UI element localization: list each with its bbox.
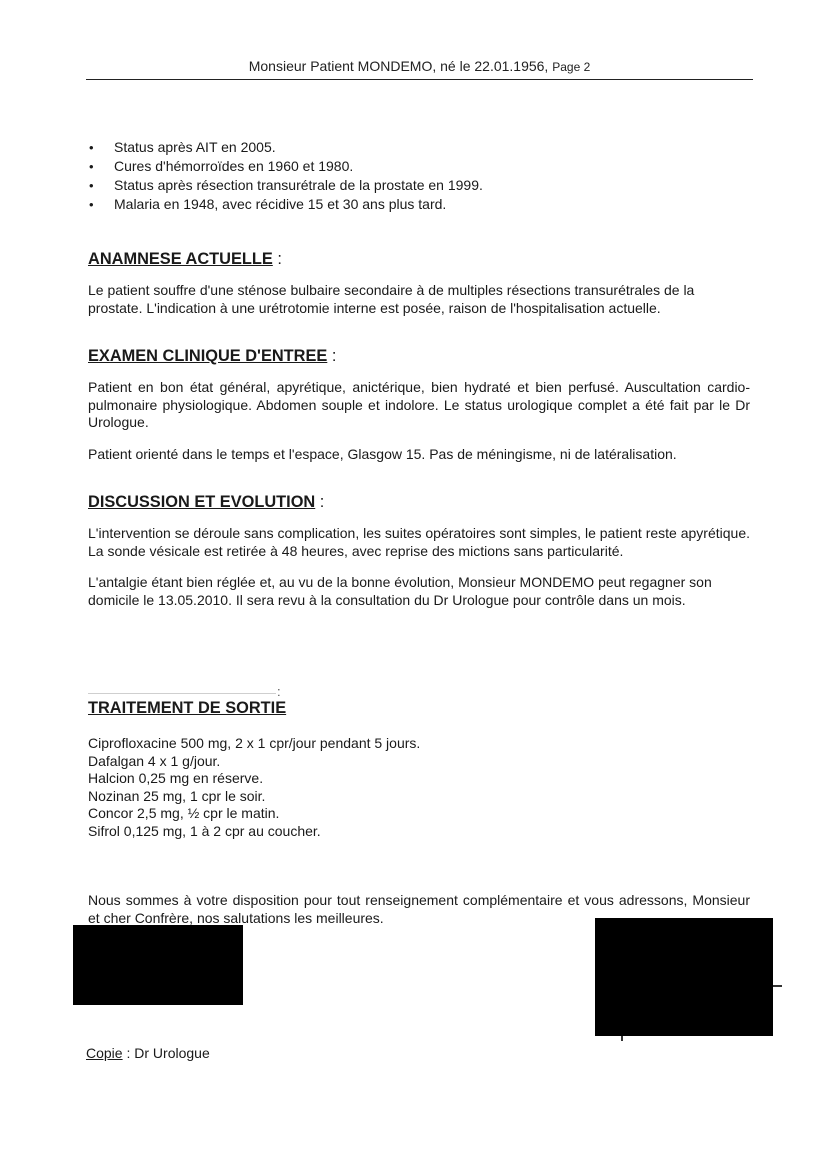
medical-history-list xyxy=(88,138,750,214)
closing-paragraph: Nous sommes à votre disposition pour tout renseignement complémentaire et vous adressons, Monsieur et cher Confrère, nos salutations les meilleures. xyxy=(88,892,750,926)
examen-paragraph-2: Patient orienté dans le temps et l'espace, Glasgow 15. Pas de méningisme, ni de latéralisation. xyxy=(88,445,677,462)
list-item: Halcion 0,25 mg en réserve. xyxy=(88,770,264,787)
discussion-paragraph-2: L'antalgie étant bien réglée et, au vu de la bonne évolution, Monsieur MONDEMO peut regagner son domicile le 13.05.2010. Il sera revu à la consultation du Dr Urologue pour contrôle dans un mois. xyxy=(88,574,712,608)
anamnese-text: Le patient souffre d'une sténose bulbaire secondaire à de multiples résections transurétrales de la prostate. L'indication à une urétrotomie interne est posée, raison de l'hospitalisation actuelle. xyxy=(88,282,695,316)
page-header xyxy=(86,58,753,74)
redacted-signature-left xyxy=(73,925,243,1005)
struck-line xyxy=(88,693,276,694)
discussion-paragraph-1: L'intervention se déroule sans complication, les suites opératoires sont simples, le patient reste apyrétique. La sonde vésicale est retirée à 48 heures, avec reprise des mictions sans particularité. xyxy=(88,525,750,559)
list-item: • Status après AIT en 2005. xyxy=(88,138,750,157)
list-item: • Cures d'hémorroïdes en 1960 et 1980. xyxy=(88,157,750,176)
page-number: Page 2 xyxy=(552,60,591,74)
list-item: • Malaria en 1948, avec récidive 15 et 30 ans plus tard. xyxy=(88,195,750,214)
medication-list xyxy=(88,735,750,841)
section-heading-traitement: TRAITEMENT DE SORTIE xyxy=(88,699,287,717)
header-rule xyxy=(86,79,753,80)
section-heading-examen: EXAMEN CLINIQUE D'ENTREE : xyxy=(88,347,337,365)
copy-label: Copie xyxy=(86,1045,123,1061)
copy-line xyxy=(86,1045,210,1061)
stray-mark xyxy=(621,1036,623,1041)
list-item: Concor 2,5 mg, ½ cpr le matin. xyxy=(88,805,280,822)
list-item: Dafalgan 4 x 1 g/jour. xyxy=(88,752,221,769)
redacted-signature-right xyxy=(595,918,773,1036)
examen-paragraph-1: Patient en bon état général, apyrétique, anictérique, bien hydraté et bien perfusé. Auscultation cardio-pulmonaire physiologique. Abdomen souple et indolore. Le status urologique complet a été fait par le Dr Urologue. xyxy=(88,379,750,430)
copy-recipient: : Dr Urologue xyxy=(122,1045,210,1061)
letter-body xyxy=(88,138,750,609)
list-item: Ciprofloxacine 500 mg, 2 x 1 cpr/jour pendant 5 jours. xyxy=(88,735,421,751)
list-item: Sifrol 0,125 mg, 1 à 2 cpr au coucher. xyxy=(88,822,321,839)
stray-mark xyxy=(773,985,782,987)
traitement-section xyxy=(88,699,750,841)
header-text: Monsieur Patient MONDEMO, né le 22.01.1956, xyxy=(248,58,549,74)
stray-colon: : xyxy=(277,684,281,699)
section-heading-discussion: DISCUSSION ET EVOLUTION : xyxy=(88,493,325,511)
list-item: • Status après résection transurétrale de la prostate en 1999. xyxy=(88,176,750,195)
list-item: Nozinan 25 mg, 1 cpr le soir. xyxy=(88,787,266,804)
section-heading-anamnese: ANAMNESE ACTUELLE : xyxy=(88,250,282,268)
